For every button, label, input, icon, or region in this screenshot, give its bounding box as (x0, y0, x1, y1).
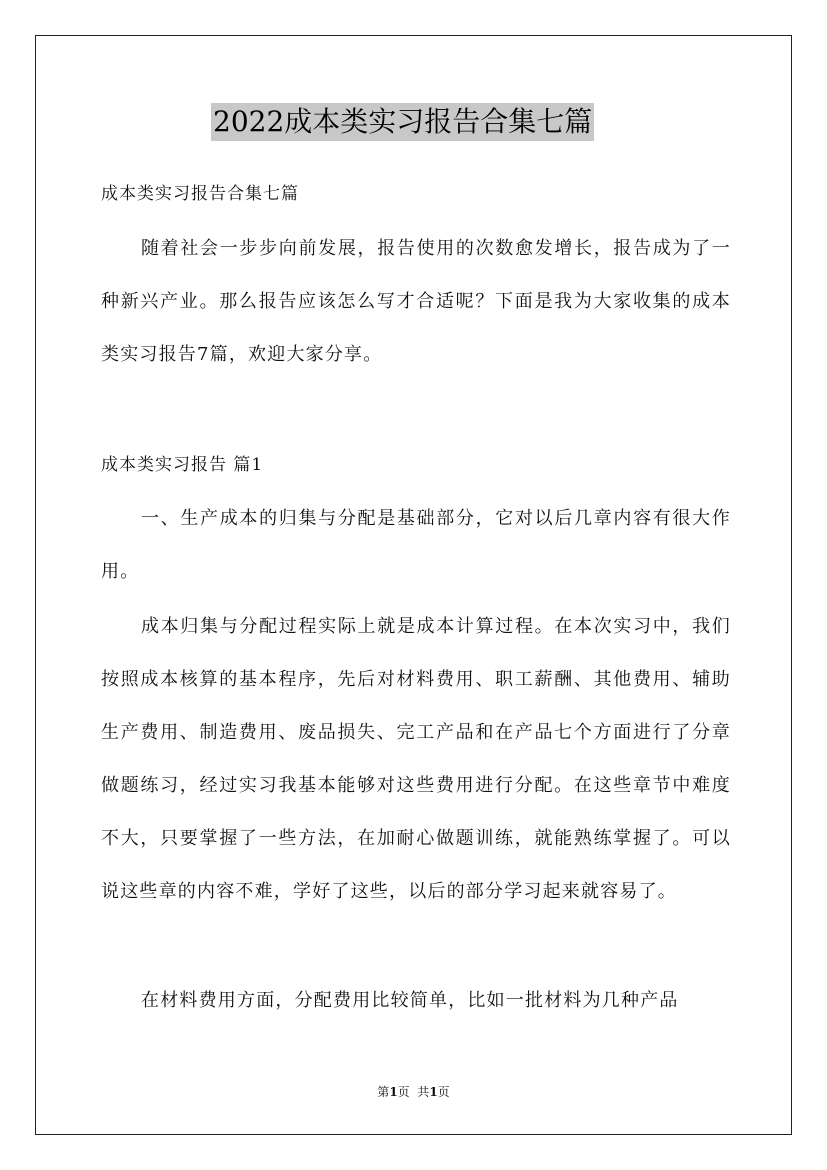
document-subtitle: 成本类实习报告合集七篇 (101, 184, 299, 204)
intro-paragraph: 随着社会一步步向前发展，报告使用的次数愈发增长，报告成为了一种新兴产业。那么报告应该怎么写才合适呢？下面是我为大家收集的成本类实习报告7篇，欢迎大家分享。 (101, 238, 731, 365)
footer-page-suffix: 页 (437, 1085, 450, 1099)
footer-page-prefix: 第 (377, 1085, 390, 1099)
footer-page-mid: 页 共 (397, 1085, 430, 1099)
body-paragraph-2: 成本归集与分配过程实际上就是成本计算过程。在本次实习中，我们按照成本核算的基本程序，先后对材料费用、职工薪酬、其他费用、辅助生产费用、制造费用、废品损失、完工产品和在产品七个方面进行了分章做题练习，经过实习我基本能够对这些费用进行分配。在这些章节中难度不大，只要掌握了一些方法，在加耐心做题训练，就能熟练掌握了。可以说这些章的内容不难，学好了这些，以后的部分学习起来就容易了。 (101, 616, 731, 902)
section-heading: 成本类实习报告 篇1 (101, 455, 264, 475)
footer-page-total: 1 (429, 1085, 438, 1099)
page-footer (0, 1083, 827, 1101)
document-title: 2022成本类实习报告合集七篇 (211, 103, 594, 141)
footer-page-current: 1 (389, 1085, 398, 1099)
body-paragraph-1: 一、生产成本的归集与分配是基础部分，它对以后几章内容有很大作用。 (101, 508, 731, 582)
body-paragraph-3: 在材料费用方面，分配费用比较简单，比如一批材料为几种产品 (141, 990, 679, 1011)
